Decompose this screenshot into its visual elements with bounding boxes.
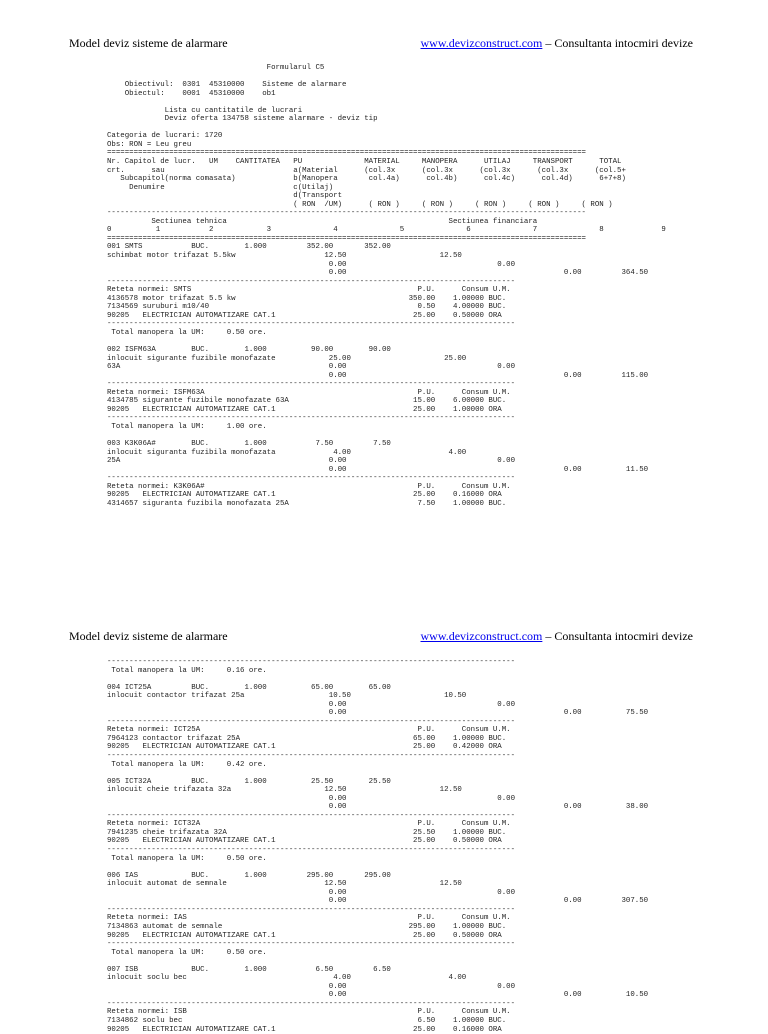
text-line: -------------------------------------------------------------------------------------------- (107, 717, 516, 726)
text-line: 0.00 0.00 115.00 (107, 371, 649, 380)
text-line: ------------------------------------------------------------------------------------------------------------ (107, 209, 586, 218)
text-line: 90205 ELECTRICIAN AUTOMATIZARE CAT.1 25.00 0.16000 ORA (107, 491, 502, 500)
page-header-2 (69, 629, 693, 645)
text-line: Formularul C5 (107, 64, 325, 72)
text-line: 0.00 0.00 (107, 794, 516, 803)
text-line: Reteta normei: ISB P.U. Consum U.M. (107, 1008, 511, 1017)
text-line: 002 ISFM63A BUC. 1.000 90.00 90.00 (107, 346, 391, 355)
text-line: 7134862 soclu bec 6.50 1.00000 BUC. (107, 1016, 507, 1025)
text-line: 0.00 0.00 75.50 (107, 709, 649, 718)
text-line: -------------------------------------------------------------------------------------------- (107, 999, 516, 1008)
text-line: inlocuit cheie trifazata 32a 12.50 12.50 (107, 786, 462, 795)
text-line: -------------------------------------------------------------------------------------------- (107, 320, 516, 329)
text-line: 90205 ELECTRICIAN AUTOMATIZARE CAT.1 25.00 1.00000 ORA (107, 405, 502, 414)
text-line: 0.00 0.00 10.50 (107, 991, 649, 1000)
text-line: -------------------------------------------------------------------------------------------- (107, 380, 516, 389)
text-line: Total manopera la UM: 0.16 ore. (107, 666, 267, 675)
text-line: Nr. Capitol de lucr. UM CANTITATEA PU MATERIAL MANOPERA UTILAJ TRANSPORT TOTAL (107, 158, 622, 167)
text-line: Total manopera la UM: 1.00 ore. (107, 422, 267, 431)
text-line: 0.00 0.00 (107, 260, 516, 269)
text-line: 0.00 0.00 11.50 (107, 465, 649, 474)
text-line: 003 K3K06A# BUC. 1.000 7.50 7.50 (107, 440, 391, 449)
text-line: inlocuit contactor trifazat 25a 10.50 10.50 (107, 692, 467, 701)
header-title: Model deviz sisteme de alarmare (69, 629, 228, 643)
text-line: 90205 ELECTRICIAN AUTOMATIZARE CAT.1 25.00 0.50000 ORA (107, 931, 502, 940)
text-line: 0 1 2 3 4 5 6 7 8 9 (107, 226, 666, 235)
text-line: Total manopera la UM: 0.50 ore. (107, 328, 267, 337)
text-line: Sectiunea tehnica Sectiunea financiara (107, 217, 538, 226)
text-line: 90205 ELECTRICIAN AUTOMATIZARE CAT.1 25.00 0.50000 ORA (107, 837, 502, 846)
text-line: -------------------------------------------------------------------------------------------- (107, 277, 516, 286)
deviz-page-2 (107, 658, 648, 1034)
text-line: 4134785 sigurante fuzibile monofazate 63A 15.00 6.00000 BUC. (107, 397, 507, 406)
text-line: Reteta normei: SMTS P.U. Consum U.M. (107, 286, 511, 295)
text-line: -------------------------------------------------------------------------------------------- (107, 811, 516, 820)
text-line: -------------------------------------------------------------------------------------------- (107, 846, 516, 855)
text-line: -------------------------------------------------------------------------------------------- (107, 940, 516, 949)
text-line: inlocuit siguranta fuzibila monofazata 4.00 4.00 (107, 448, 467, 457)
site-link[interactable]: www.devizconstruct.com (420, 36, 543, 50)
header-tagline: – Consultanta intocmiri devize (542, 629, 693, 643)
text-line: 90205 ELECTRICIAN AUTOMATIZARE CAT.1 25.00 0.42000 ORA (107, 743, 502, 752)
text-line: 4314657 siguranta fuzibila monofazata 25A 7.50 1.00000 BUC. (107, 499, 507, 508)
page-header-1 (69, 36, 693, 52)
page-gap (0, 520, 768, 620)
text-line: 0.00 0.00 (107, 700, 516, 709)
text-line: Total manopera la UM: 0.42 ore. (107, 760, 267, 769)
text-line: -------------------------------------------------------------------------------------------- (107, 474, 516, 483)
text-line: 7964123 contactor trifazat 25A 65.00 1.00000 BUC. (107, 734, 507, 743)
header-title: Model deviz sisteme de alarmare (69, 36, 228, 50)
text-line: Reteta normei: K3K06A# P.U. Consum U.M. (107, 482, 511, 491)
text-line: 7134863 automat de semnale 295.00 1.00000 BUC. (107, 922, 507, 931)
text-line: inlocuit sigurante fuzibile monofazate 25.00 25.00 (107, 354, 467, 363)
text-line: Subcapitol(norma comasata) b(Manopera col.4a) col.4b) col.4c) col.4d) 6+7+8) (107, 175, 626, 184)
text-line: Obs: RON = Leu greu (107, 140, 192, 149)
text-line: 4136578 motor trifazat 5.5 kw 350.00 1.00000 BUC. (107, 294, 507, 303)
header-right (421, 629, 694, 644)
text-line: 0.00 0.00 (107, 888, 516, 897)
text-line: Lista cu cantitatile de lucrari (107, 106, 303, 115)
text-line: Reteta normei: ISFM63A P.U. Consum U.M. (107, 388, 511, 397)
text-line: Obiectul: 0001 45310000 ob1 (107, 89, 276, 98)
header-tagline: – Consultanta intocmiri devize (542, 36, 693, 50)
text-line: inlocuit automat de semnale 12.50 12.50 (107, 880, 462, 889)
text-line: Denumire c(Utilaj) (107, 183, 334, 192)
text-line: 7941235 cheie trifazata 32A 25.50 1.00000 BUC. (107, 828, 507, 837)
text-line: ============================================================================================================ (107, 234, 586, 243)
text-line: ============================================================================================================ (107, 149, 586, 158)
text-line: 001 SMTS BUC. 1.000 352.00 352.00 (107, 243, 391, 252)
text-line: 005 ICT32A BUC. 1.000 25.50 25.50 (107, 777, 391, 786)
text-line: 007 ISB BUC. 1.000 6.50 6.50 (107, 965, 391, 974)
text-line: 7134569 suruburi m10/40 0.50 4.00000 BUC. (107, 303, 507, 312)
text-line: Obiectivul: 0301 45310000 Sisteme de alarmare (107, 81, 347, 90)
text-line: Reteta normei: ICT32A P.U. Consum U.M. (107, 820, 511, 829)
text-line: 25A 0.00 0.00 (107, 457, 516, 466)
text-line: 004 ICT25A BUC. 1.000 65.00 65.00 (107, 683, 391, 692)
text-line: d(Transport (107, 192, 343, 201)
text-line: 63A 0.00 0.00 (107, 363, 516, 372)
text-line: 0.00 0.00 38.00 (107, 803, 649, 812)
header-right (421, 36, 694, 51)
site-link[interactable]: www.devizconstruct.com (420, 629, 543, 643)
text-line: inlocuit soclu bec 4.00 4.00 (107, 974, 467, 983)
text-line: Reteta normei: ICT25A P.U. Consum U.M. (107, 726, 511, 735)
text-line: Total manopera la UM: 0.50 ore. (107, 854, 267, 863)
text-line: 0.00 0.00 307.50 (107, 897, 649, 906)
text-line: -------------------------------------------------------------------------------------------- (107, 905, 516, 914)
text-line: Deviz oferta 134758 sisteme alarmare - deviz tip (107, 115, 378, 124)
text-line: -------------------------------------------------------------------------------------------- (107, 658, 516, 666)
text-line: Categoria de lucrari: 1720 (107, 132, 223, 141)
text-line: crt. sau a(Material (col.3x (col.3x (col.3x (col.3x (col.5+ (107, 166, 626, 175)
text-line: schimbat motor trifazat 5.5kw 12.50 12.50 (107, 252, 462, 261)
text-line: 0.00 0.00 364.50 (107, 269, 649, 278)
text-line: ( RON /UM) ( RON ) ( RON ) ( RON ) ( RON ) ( RON ) (107, 200, 613, 209)
text-line: Total manopera la UM: 0.50 ore. (107, 948, 267, 957)
text-line: 0.00 0.00 (107, 982, 516, 991)
text-line: -------------------------------------------------------------------------------------------- (107, 752, 516, 761)
text-line: -------------------------------------------------------------------------------------------- (107, 414, 516, 423)
text-line: Reteta normei: IAS P.U. Consum U.M. (107, 914, 511, 923)
text-line: 006 IAS BUC. 1.000 295.00 295.00 (107, 871, 391, 880)
deviz-page-1 (107, 64, 666, 508)
text-line: 90205 ELECTRICIAN AUTOMATIZARE CAT.1 25.00 0.16000 ORA (107, 1025, 502, 1034)
text-line: 90205 ELECTRICIAN AUTOMATIZARE CAT.1 25.00 0.50000 ORA (107, 311, 502, 320)
